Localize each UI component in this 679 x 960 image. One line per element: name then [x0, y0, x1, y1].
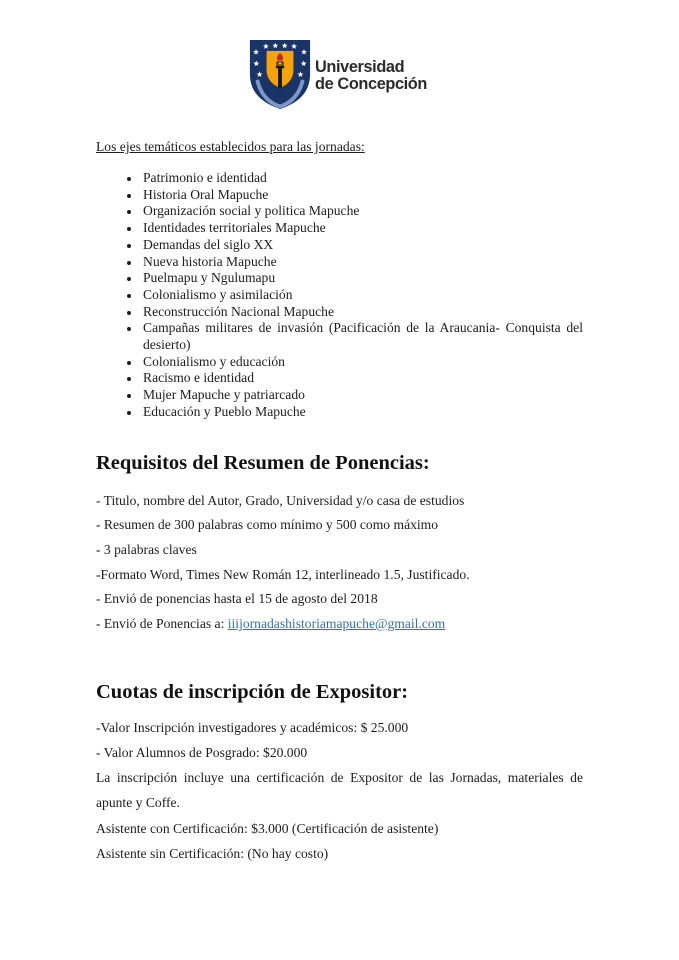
requirement-line: - Envió de ponencias hasta el 15 de agosto del 2018 [96, 591, 378, 607]
list-item: • Reconstrucción Nacional Mapuche [141, 304, 583, 321]
university-wordmark [315, 58, 427, 92]
requirement-email-line [96, 612, 583, 637]
list-item: • Mujer Mapuche y patriarcado [141, 387, 583, 404]
fees-heading: Cuotas de inscripción de Expositor: [96, 680, 409, 703]
requirement-line: - Titulo, nombre del Autor, Grado, Universidad y/o casa de estudios [96, 492, 465, 508]
university-logo [0, 0, 679, 111]
list-item: • Puelmapu y Ngulumapu [141, 270, 583, 287]
requirement-line: - 3 palabras claves [96, 541, 197, 557]
list-item: • Colonialismo y educación [141, 354, 583, 371]
fee-line: La inscripción incluye una certificación de Expositor de las Jornadas, materiales de apunte y Coffe. [96, 770, 583, 811]
list-item: • Educación y Pueblo Mapuche [141, 404, 583, 421]
fee-line: - Valor Alumnos de Posgrado: $20.000 [96, 744, 308, 760]
list-item: • Historia Oral Mapuche [141, 187, 583, 204]
thematic-axes-heading: Los ejes temáticos establecidos para las jornadas: [96, 139, 365, 154]
list-item: • Colonialismo y asimilación [141, 287, 583, 304]
list-item: • Organización social y politica Mapuche [141, 203, 583, 220]
list-item: • Demandas del siglo XX [141, 237, 583, 254]
fee-line: -Valor Inscripción investigadores y académicos: $ 25.000 [96, 719, 409, 735]
fee-line: Asistente con Certificación: $3.000 (Certificación de asistente) [96, 820, 439, 836]
fee-line: Asistente sin Certificación: (No hay costo) [96, 845, 329, 861]
submission-email-link[interactable]: iiijornadashistoriamapuche@gmail.com [227, 616, 446, 632]
wordmark-line1: Universidad [314, 56, 404, 76]
university-shield-icon [248, 38, 312, 111]
requirement-line: -Formato Word, Times New Román 12, interlineado 1.5, Justificado. [96, 566, 470, 582]
document-body [96, 138, 583, 866]
thematic-axes-list [96, 170, 583, 421]
requirement-line: - Resumen de 300 palabras como mínimo y 500 como máximo [96, 517, 439, 533]
wordmark-line2: de Concepción [314, 73, 427, 93]
list-item: • Racismo e identidad [141, 370, 583, 387]
requirements-heading: Requisitos del Resumen de Ponencias: [96, 451, 430, 474]
list-item: • Nueva historia Mapuche [141, 254, 583, 271]
list-item: • Campañas militares de invasión (Pacificación de la Araucania- Conquista del desierto) [141, 320, 583, 353]
email-label: - Envió de Ponencias a: [96, 616, 228, 632]
list-item: • Identidades territoriales Mapuche [141, 220, 583, 237]
list-item: • Patrimonio e identidad [141, 170, 583, 187]
